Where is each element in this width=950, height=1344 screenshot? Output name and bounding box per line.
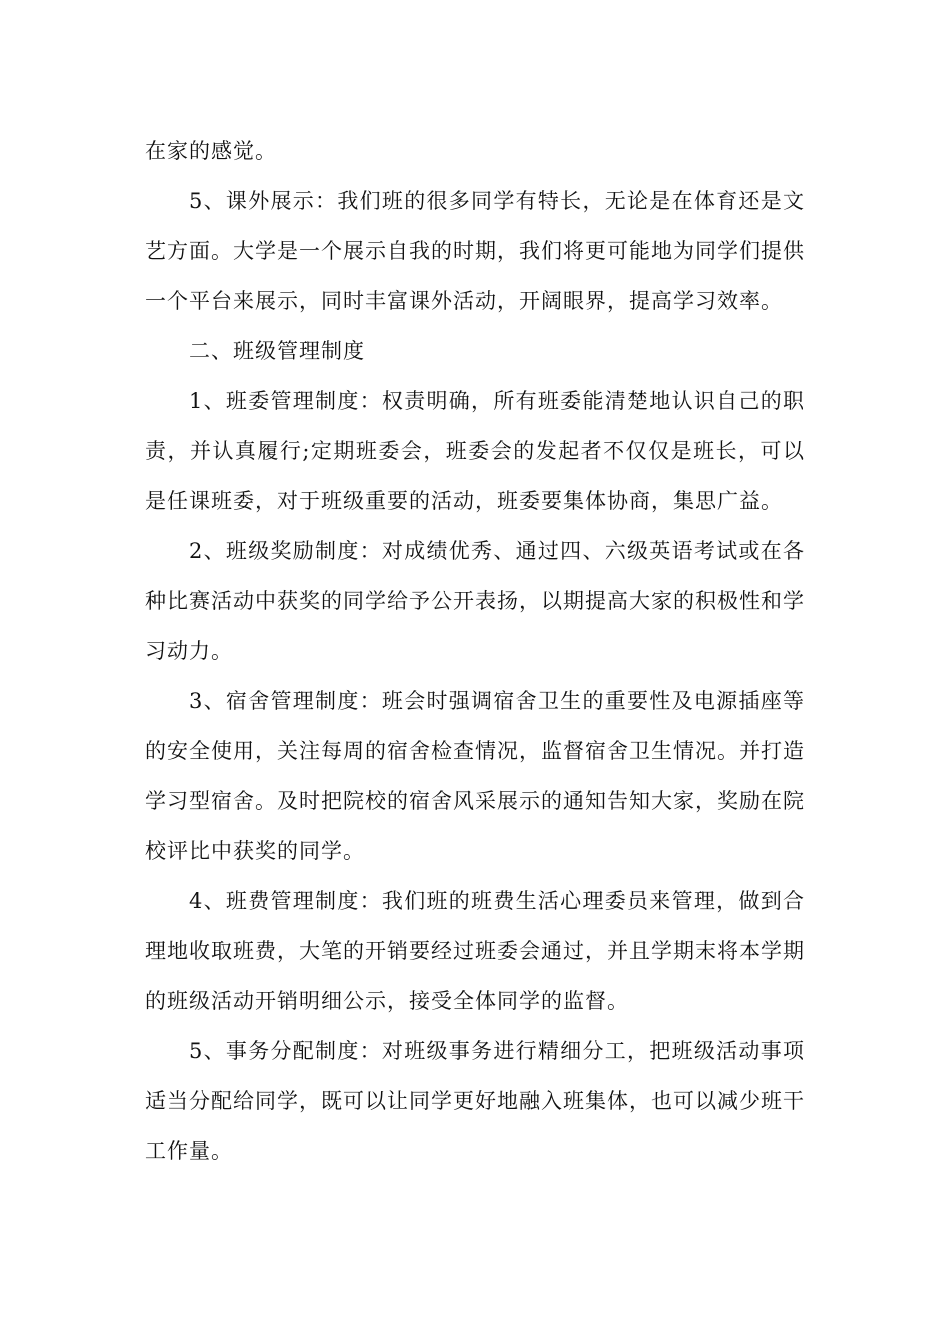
paragraph-dormitory-management: 3、宿舍管理制度：班会时强调宿舍卫生的重要性及电源插座等的安全使用，关注每周的宿舍检查情况，监督宿舍卫生情况。并打造学习型宿舍。及时把院校的宿舍风采展示的通知告知大家，奖励在院校评比中获奖的同学。 bbox=[145, 689, 805, 863]
section-heading-class-management: 二、班级管理制度 bbox=[189, 339, 365, 363]
paragraph-committee-management: 1、班委管理制度：权责明确，所有班委能清楚地认识自己的职责，并认真履行;定期班委会，班委会的发起者不仅仅是班长，可以是任课班委，对于班级重要的活动，班委要集体协商，集思广益。 bbox=[145, 389, 805, 513]
paragraph-reward-system: 2、班级奖励制度：对成绩优秀、通过四、六级英语考试或在各种比赛活动中获奖的同学给予公开表扬，以期提高大家的积极性和学习动力。 bbox=[145, 539, 805, 663]
paragraph-extracurricular-display: 5、课外展示：我们班的很多同学有特长，无论是在体育还是文艺方面。大学是一个展示自我的时期，我们将更可能地为同学们提供一个平台来展示，同时丰富课外活动，开阔眼界，提高学习效率。 bbox=[145, 189, 805, 313]
paragraph-continuation: 在家的感觉。 bbox=[145, 139, 277, 163]
paragraph-task-allocation: 5、事务分配制度：对班级事务进行精细分工，把班级活动事项适当分配给同学，既可以让同学更好地融入班集体，也可以减少班干工作量。 bbox=[145, 1039, 805, 1163]
document-page bbox=[145, 126, 805, 1176]
paragraph-class-fee-management: 4、班费管理制度：我们班的班费生活心理委员来管理，做到合理地收取班费，大笔的开销要经过班委会通过，并且学期末将本学期的班级活动开销明细公示，接受全体同学的监督。 bbox=[145, 889, 805, 1013]
